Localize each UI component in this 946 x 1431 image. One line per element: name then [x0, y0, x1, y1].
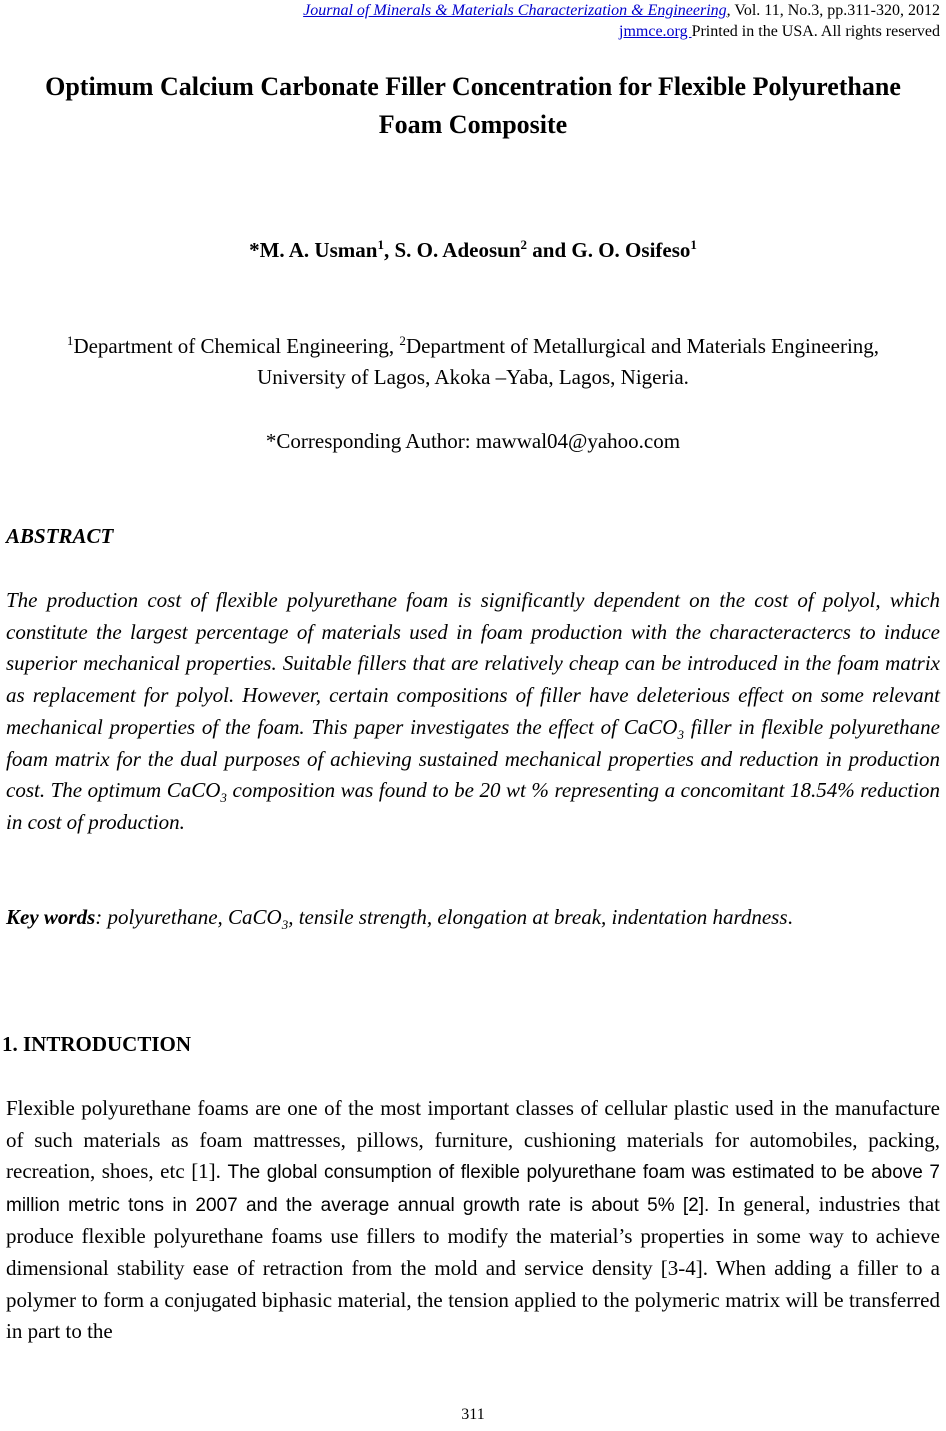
dept-metallurgical: Department of Metallurgical and Materials Engineering, — [405, 334, 880, 358]
author-2: , S. O. Adeosun — [383, 238, 521, 262]
affil-marker-1: 1 — [66, 333, 74, 348]
keywords-end: . — [787, 905, 793, 929]
abstract-part-2: filler in flexible polyurethane foam matrix for the dual purposes of achieving sustained mechanical properties and reduction in production cost. The optimum CaCO — [6, 714, 940, 803]
introduction-text — [6, 1093, 940, 1348]
title-line-1: Optimum Calcium Carbonate Filler Concentration for Flexible Polyurethane — [45, 72, 901, 101]
journal-header — [303, 0, 940, 42]
intro-part-3: In general, industries that produce flexible polyurethane foams use fillers to modify the material’s properties in some way to achieve dimensional stability ease of retraction from the mold and service density [3-4]. When adding a filler to a polymer to form a conjugated biphasic material, the tension applied to the polymeric matrix will be transferred in part to the — [6, 1191, 940, 1344]
title-line-2: Foam Composite — [378, 110, 568, 139]
introduction-heading: 1. INTRODUCTION — [2, 1032, 192, 1056]
affiliation-line-2: University of Lagos, Akoka –Yaba, Lagos, Nigeria. — [257, 365, 689, 389]
intro-part-2: The global consumption of flexible polyurethane foam was estimated to be above 7 million metric tons in 2007 and the average annual growth rate is about 5% [2]. — [6, 1162, 940, 1216]
dept-chemical: Department of Chemical Engineering, — [73, 334, 400, 358]
keywords — [6, 902, 940, 932]
abstract-heading: ABSTRACT — [6, 524, 114, 548]
keywords-subscript: 3 — [281, 917, 289, 933]
affiliation-line-1 — [0, 331, 946, 362]
author-3: and G. O. Osifeso — [527, 238, 691, 262]
rights-text: Printed in the USA. All rights reserved — [691, 23, 940, 40]
intro-part-1: Flexible polyurethane foams are one of the most important classes of cellular plastic used in the manufacture of such materials as foam mattresses, pillows, furniture, cushioning materials for automobiles, packing, recreation, shoes, etc [1]. — [6, 1096, 940, 1184]
abstract-subscript-2: 3 — [220, 790, 227, 806]
site-link[interactable]: jmmce.org — [619, 23, 692, 40]
keywords-label: Key words — [6, 905, 96, 929]
affiliations — [0, 331, 946, 393]
header-line-2 — [303, 21, 940, 42]
keywords-part-1: : polyurethane, CaCO — [95, 905, 282, 929]
author-list — [0, 235, 946, 265]
abstract-part-1: The production cost of flexible polyurethane foam is significantly dependent on the cost of polyol, which constitute the largest percentage of materials used in foam production with the characteractercs to induce superior mechanical properties. Suitable fillers that are relatively cheap can be introduced in the foam matrix as replacement for polyol. However, certain compositions of filler have deleterious effect on some relevant mechanical properties of the foam. This paper investigates the effect of CaCO — [6, 588, 940, 739]
abstract-part-3: composition was found to be 20 wt % representing a concomitant 18.54% reduction in cost of production. — [6, 778, 940, 834]
volume-info: , Vol. 11, No.3, pp.311-320, 2012 — [726, 2, 940, 19]
abstract-text — [6, 585, 940, 839]
paper-title — [0, 68, 946, 144]
author-1-affil: 1 — [377, 237, 384, 252]
header-line-1 — [303, 0, 940, 21]
abstract-subscript-1: 3 — [677, 727, 684, 742]
author-2-affil: 2 — [520, 237, 528, 252]
keywords-part-2: , tensile strength, elongation at break, indentation hardness — [288, 905, 788, 929]
page-number: 311 — [461, 1406, 485, 1423]
corresponding-author: *Corresponding Author: mawwal04@yahoo.com — [265, 429, 681, 453]
journal-name-link[interactable]: Journal of Minerals & Materials Characterization & Engineering — [303, 2, 727, 19]
author-3-affil: 1 — [690, 237, 697, 252]
author-1: *M. A. Usman — [249, 238, 378, 262]
affil-marker-2: 2 — [399, 333, 406, 348]
